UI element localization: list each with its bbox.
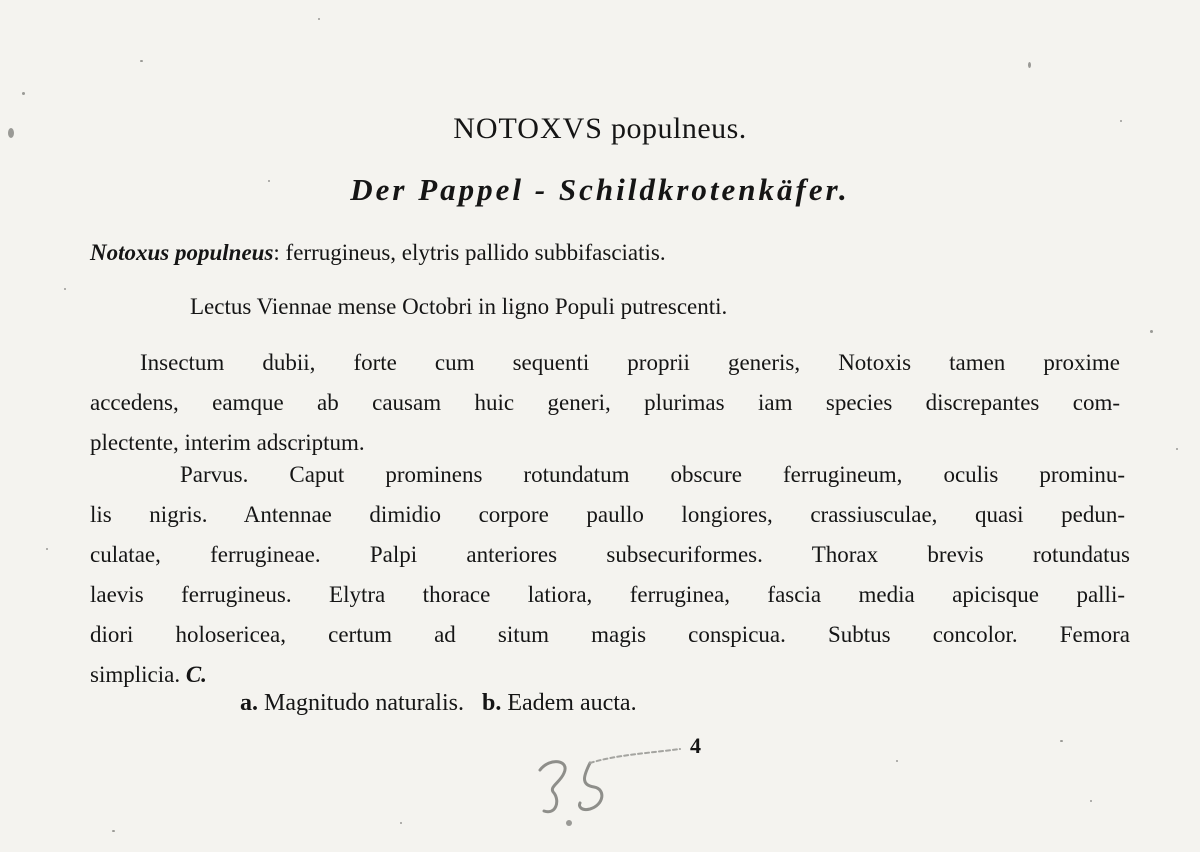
handwritten-pencil-mark [520,735,710,830]
locality-line: Lectus Viennae mense Octobri in ligno Populi putrescenti. [190,294,728,319]
german-common-name: Der Pappel - Schildkrotenkäfer. [350,172,850,207]
diagnosis-text: : ferrugineus, elytris pallido subbifasciatis. [273,240,666,265]
figure-b-text: Eadem aucta. [507,690,637,716]
paragraph2-line6-letter: C. [185,662,207,687]
figure-b-letter: b. [481,690,502,716]
genus-name: NOTOXVS [453,112,603,145]
figure-a-letter: a. [240,690,258,716]
figure-a-text: Magnitudo naturalis. [264,690,464,716]
paragraph1-line1: Insectum dubii, forte cum sequenti proprii generis, Notoxis tamen proxime [140,350,1120,375]
paragraph2-line5: diori holosericea, certum ad situm magis conspicua. Subtus concolor. Femora [90,622,1130,647]
species-epithet: populneus. [610,112,747,145]
paragraph1-line3: plectente, interim adscriptum. [90,430,365,455]
figure-caption [240,690,637,717]
page-mark: 4 [690,733,701,758]
paragraph1-line2: accedens, eamque ab causam huic generi, plurimas iam species discrepantes com- [90,390,1120,415]
paragraph2-line2: lis nigris. Antennae dimidio corpore paullo longiores, crassiusculae, quasi pedun- [90,502,1125,527]
diagnosis-name: Notoxus populneus [90,240,274,265]
diagnosis-line [90,240,1130,266]
paragraph2-line3: culatae, ferrugineae. Palpi anteriores subsecuriformes. Thorax brevis rotundatus [90,542,1130,567]
paragraph2-line4: laevis ferrugineus. Elytra thorace latiora, ferruginea, fascia media apicisque palli- [90,582,1125,607]
paragraph2-line6 [90,662,1130,688]
paragraph2-line1: Parvus. Caput prominens rotundatum obscure ferrugineum, oculis prominu- [180,462,1125,487]
paragraph2-line6-text: simplicia. [90,662,181,687]
species-title [0,112,1200,146]
